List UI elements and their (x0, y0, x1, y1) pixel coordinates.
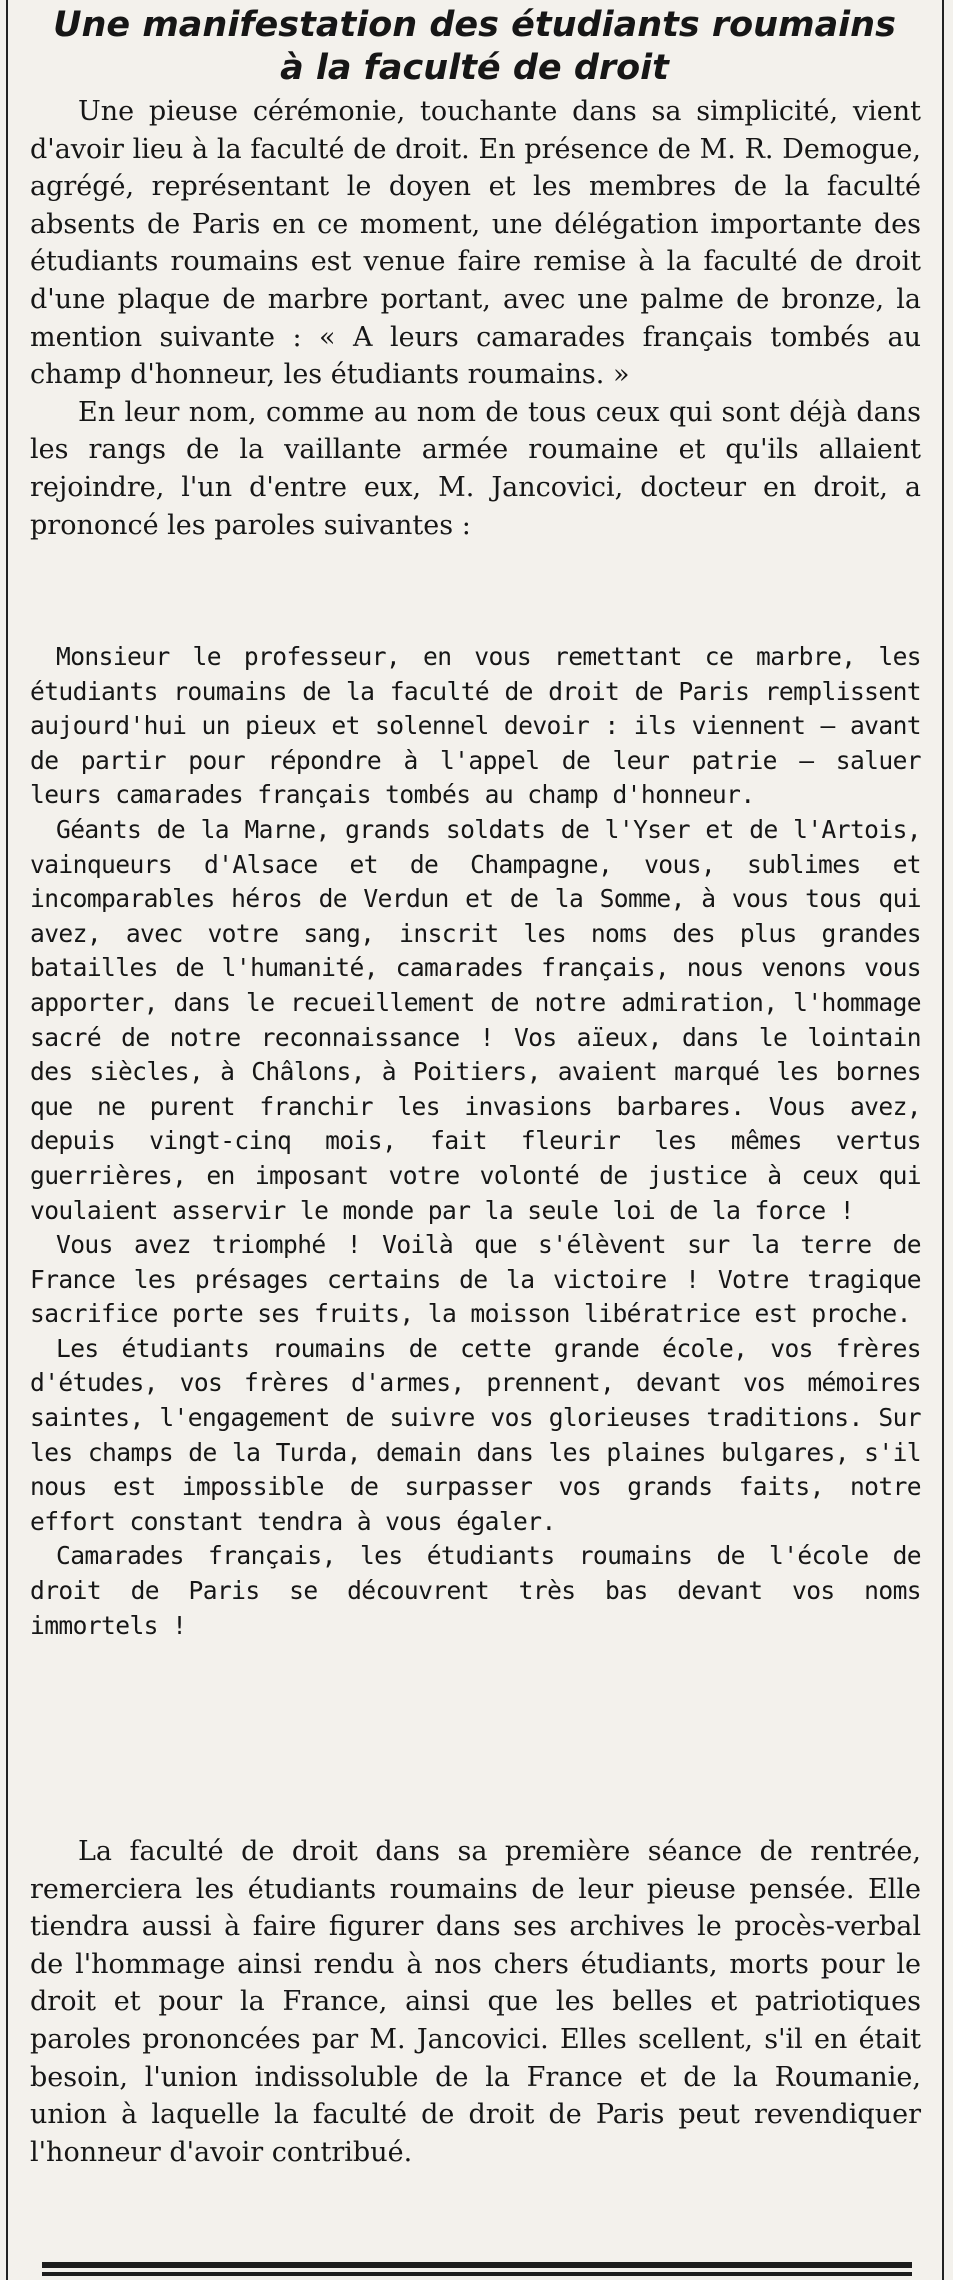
article-headline (22, 4, 927, 90)
intro-section (30, 93, 921, 544)
closing-section (30, 1833, 921, 2171)
column-rule-left (6, 0, 8, 2280)
bottom-rule-double (42, 2272, 912, 2276)
speech-paragraph-5: Camarades français, les étudiants roumains de l'école de droit de Paris se découvrent très bas devant vos noms immortels ! (30, 1541, 921, 1640)
intro-paragraph-1: Une pieuse cérémonie, touchante dans sa simplicité, vient d'avoir lieu à la faculté de droit. En présence de M. R. Demogue, agrégé, représentant le doyen et les membres de la faculté absents de Paris en ce moment, une délégation importante des étudiants roumains est venue faire remise à la faculté de droit d'une plaque de marbre portant, avec une palme de bronze, la mention suivante : « A leurs camarades français tombés au champ d'honneur, les étudiants roumains. » (30, 96, 921, 391)
bottom-rule (42, 2262, 912, 2268)
speech-section (30, 640, 921, 1643)
speech-paragraph-2: Géants de la Marne, grands soldats de l'Yser et de l'Artois, vainqueurs d'Alsace et de Champagne, vous, sublimes et incomparables héros de Verdun et de la Somme, à vous tous qui avez, avec votre sang, inscrit les noms des plus grandes batailles de l'humanité, camarades français, nous venons vous apporter, dans le recueillement de notre admiration, l'hommage sacré de notre reconnaissance ! Vos aïeux, dans le lointain des siècles, à Châlons, à Poitiers, avaient marqué les bornes que ne purent franchir les invasions barbares. Vous avez, depuis vingt-cinq mois, fait fleurir les mêmes vertus guerrières, en imposant votre volonté de justice à ceux qui voulaient asservir le monde par la seule loi de la force ! (30, 814, 921, 1225)
speech-paragraph-4: Les étudiants roumains de cette grande école, vos frères d'études, vos frères d'armes, prennent, devant vos mémoires saintes, l'engagement de suivre vos glorieuses traditions. Sur les champs de la Turda, demain dans les plaines bulgares, s'il nous est impossible de surpasser vos grands faits, notre effort constant tendra à vous égaler. (30, 1333, 921, 1536)
closing-paragraph-1: La faculté de droit dans sa première séance de rentrée, remerciera les étudiants roumains de leur pieuse pensée. Elle tiendra aussi à faire figurer dans ses archives le procès-verbal de l'hommage ainsi rendu à nos chers étudiants, morts pour le droit et pour la France, ainsi que les belles et patriotiques paroles prononcées par M. Jancovici. Elles scellent, s'il en était besoin, l'union indissoluble de la France et de la Roumanie, union à laquelle la faculté de droit de Paris peut revendiquer l'honneur d'avoir contribué. (30, 1836, 921, 2168)
column-rule-right (942, 0, 944, 2280)
speech-paragraph-3: Vous avez triomphé ! Voilà que s'élèvent sur la terre de France les présages certains de la victoire ! Votre tragique sacrifice porte ses fruits, la moisson libératrice est proche. (30, 1230, 921, 1329)
headline-line-2: à la faculté de droit (280, 48, 669, 88)
intro-paragraph-2: En leur nom, comme au nom de tous ceux qui sont déjà dans les rangs de la vaillante armée roumaine et qu'ils allaient rejoindre, l'un d'entre eux, M. Jancovici, docteur en droit, a prononcé les paroles suivantes : (30, 396, 921, 541)
speech-paragraph-1: Monsieur le professeur, en vous remettant ce marbre, les étudiants roumains de la faculté de droit de Paris remplissent aujourd'hui un pieux et solennel devoir : ils viennent — avant de partir pour répondre à l'appel de leur patrie — saluer leurs camarades français tombés au champ d'honneur. (30, 642, 921, 810)
headline-line-1: Une manifestation des étudiants roumains (53, 5, 896, 45)
